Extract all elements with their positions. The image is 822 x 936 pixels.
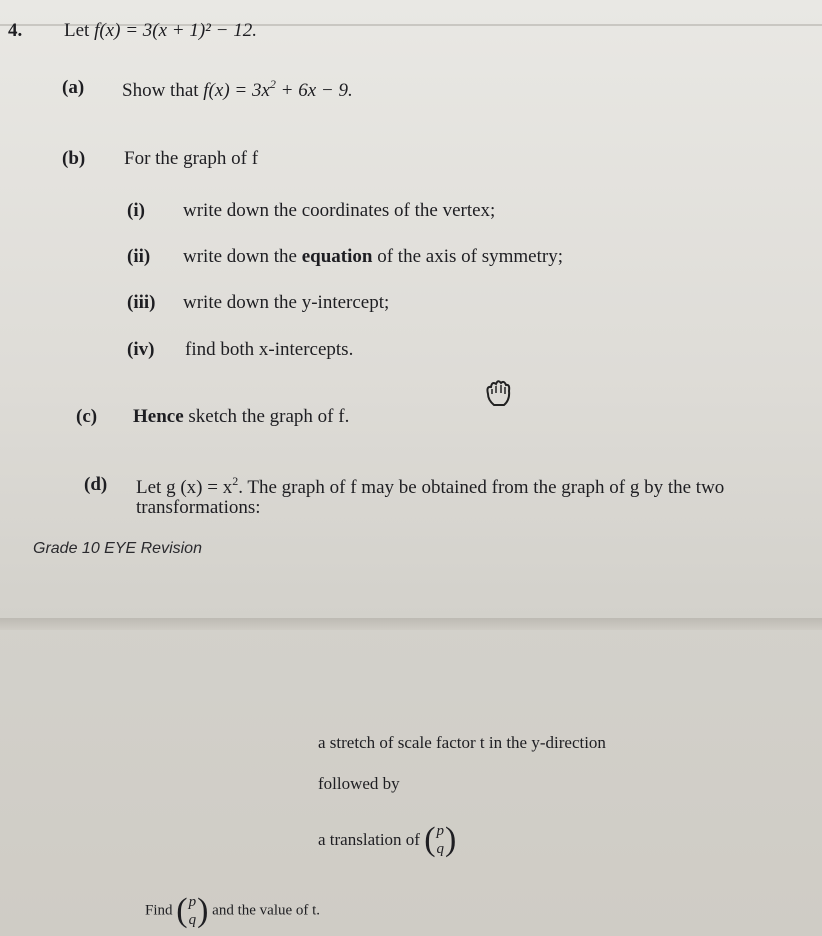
part-b-ii-before: write down the [183,246,297,267]
part-b-text: For the graph of f [124,148,259,169]
part-b-ii-label: (ii) [127,246,151,267]
part-d-line1 [136,474,724,499]
part-c-text [133,406,349,428]
find-suffix: and the value of t. [212,902,321,919]
find-right-paren: ) [197,892,209,929]
stem-expression: f(x) = 3(x + 1)² − 12. [94,20,257,41]
part-d-label: (d) [84,474,108,495]
stretch-text: a stretch of scale factor t in the y-direction [318,733,606,752]
part-b-i-text: write down the coordinates of the vertex; [183,200,496,221]
find-prefix: Find [145,902,173,919]
hand-icon [482,378,516,418]
vector-bottom: q [436,841,445,857]
vector-stack [436,822,446,858]
part-b-iv-label: (iv) [127,339,155,360]
part-a-label: (a) [62,77,85,98]
part-a-expr-tail: + 6x − 9. [280,80,353,101]
part-a-prefix: Show that [122,80,199,101]
question-stem [64,20,257,42]
translation-vector [424,822,456,858]
find-line [145,893,320,929]
find-left-paren: ( [176,892,188,929]
vector-right-paren: ) [445,821,457,858]
page-break [0,618,822,630]
part-b-label: (b) [62,148,86,169]
translation-line [318,822,456,858]
part-b-iii-text: write down the y-intercept; [183,292,390,313]
find-vector-bottom: q [188,912,197,928]
find-vector-top: p [188,894,197,910]
part-c-bold: Hence [133,406,184,427]
part-b-ii-bold: equation [301,246,373,267]
translation-text: a translation of [318,830,420,849]
find-vector-stack [188,893,198,929]
question-number: 4. [8,20,23,41]
part-a-expression [203,77,353,101]
part-a-expr-main: f(x) = 3x [203,80,270,101]
part-b-iii-label: (iii) [127,292,156,313]
part-a-text [122,77,353,102]
part-d-line2: transformations: [136,497,261,518]
part-c-label: (c) [76,406,98,427]
find-vector [176,893,208,929]
vector-left-paren: ( [424,821,436,858]
footer-label: Grade 10 EYE Revision [33,540,202,557]
part-d-exponent: 2 [232,474,239,488]
part-c-rest: sketch the graph of f. [188,406,350,427]
part-b-i-label: (i) [127,200,145,221]
vector-top: p [436,823,445,839]
part-d-suffix: . The graph of f may be obtained from the graph of g by the two [238,477,725,498]
part-b-iv-text: find both x-intercepts. [185,339,354,360]
followed-text: followed by [318,774,400,793]
stem-prefix: Let [64,20,90,41]
part-b-ii-after: of the axis of symmetry; [377,246,563,267]
part-a-exponent: 2 [269,77,276,91]
part-b-ii-text [183,246,563,268]
part-d-prefix: Let g (x) = x [136,477,233,498]
